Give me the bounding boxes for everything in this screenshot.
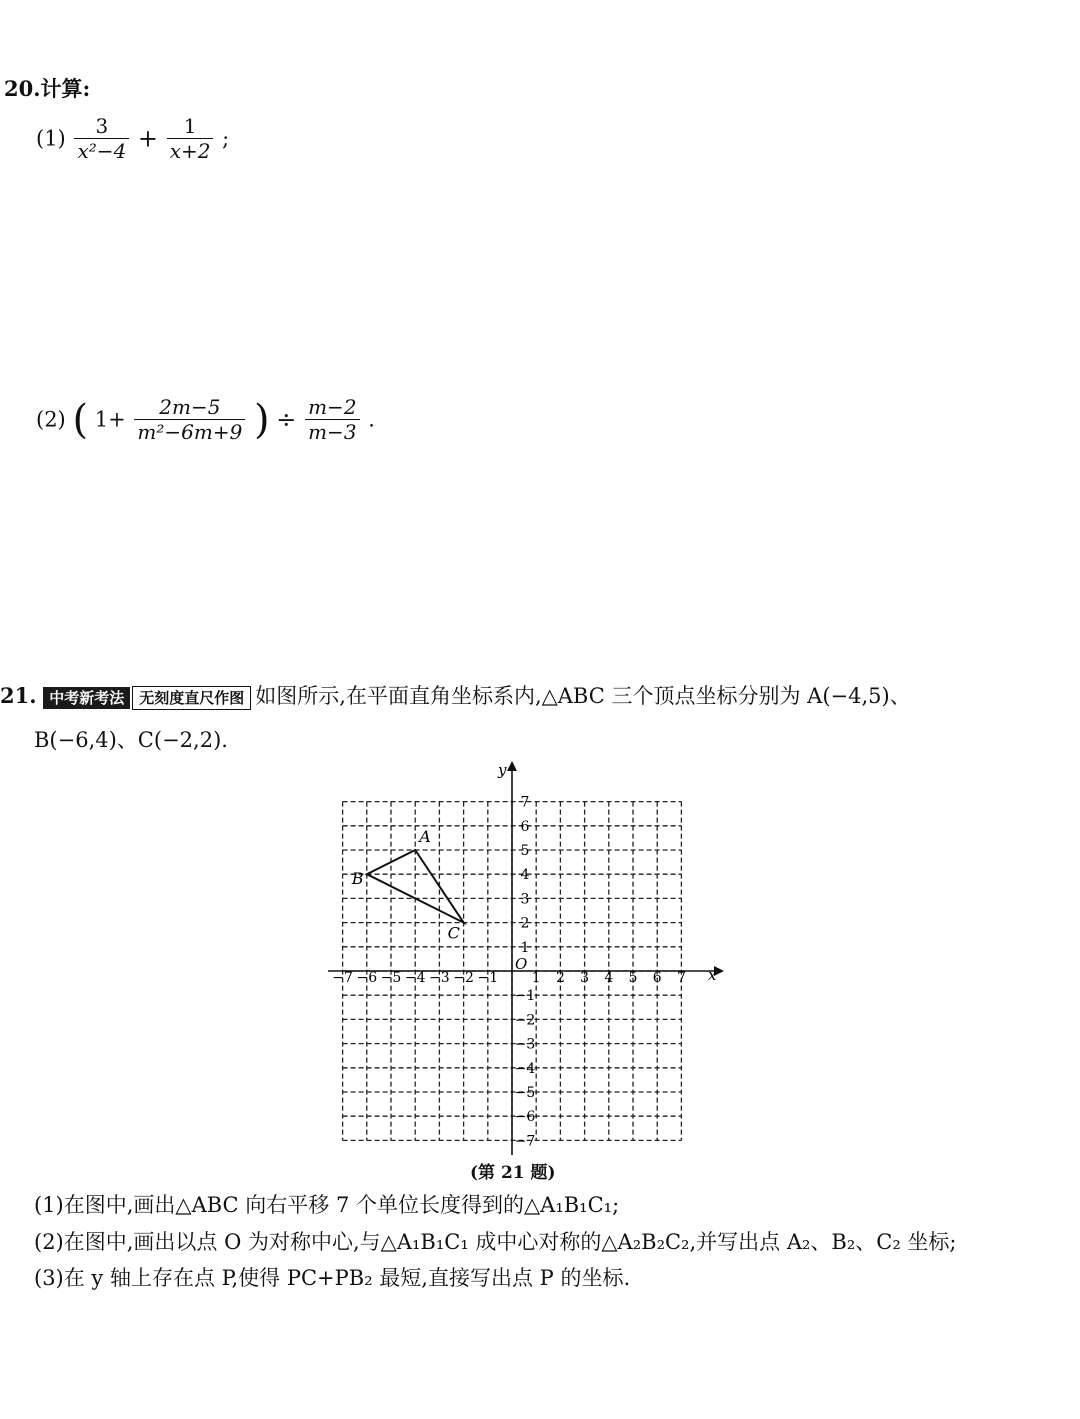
y-tick-label: 1	[520, 939, 530, 956]
q20-number: 20.	[4, 76, 41, 101]
figure-caption: (第 21 题)	[470, 1163, 556, 1183]
y-tick-label: 7	[520, 794, 530, 811]
x-tick-label: −6	[356, 970, 378, 986]
q20-part2	[36, 396, 375, 444]
x-axis-label: x	[708, 966, 717, 984]
ruler-construction-badge: 无刻度直尺作图	[132, 686, 251, 710]
y-tick-label: 6	[520, 818, 530, 835]
y-tick-label: 3	[520, 891, 530, 908]
left-paren: (	[72, 397, 89, 443]
q20-part1-fraction1	[74, 115, 129, 163]
fraction-denominator: m−3	[305, 419, 359, 444]
x-tick-label: 2	[555, 970, 565, 986]
x-tick-label: −5	[380, 970, 402, 986]
x-tick-label: 6	[652, 970, 662, 986]
y-tick-label: −1	[514, 988, 536, 1005]
y-tick-label: 4	[520, 867, 530, 884]
origin-label: O	[515, 955, 528, 973]
vertex-label-b: B	[351, 869, 364, 889]
new-exam-method-badge: 中考新考法	[43, 687, 130, 709]
q21-number: 21.	[0, 683, 37, 708]
q20-part2-fraction2	[305, 396, 359, 444]
fraction-numerator: 1	[183, 114, 197, 138]
x-tick-label: −1	[477, 970, 499, 986]
q20-part2-label: (2)	[36, 407, 66, 432]
one-plus: 1+	[94, 407, 126, 432]
vertex-label-a: A	[419, 827, 431, 846]
y-tick-label: −6	[514, 1109, 536, 1126]
y-tick-label: 2	[520, 915, 530, 932]
y-axis-arrow	[507, 761, 517, 771]
y-axis-label: y	[498, 761, 507, 779]
fraction-denominator: m²−6m+9	[134, 419, 245, 444]
fraction-denominator: x²−4	[74, 138, 129, 163]
x-tick-label: 5	[628, 970, 638, 986]
period: .	[368, 407, 375, 432]
x-tick-label: 7	[676, 970, 686, 986]
x-tick-label: 1	[531, 970, 541, 986]
y-tick-label: −5	[514, 1085, 536, 1101]
q20-title: 计算:	[40, 76, 91, 101]
q21-intro-line1	[0, 683, 911, 710]
vertex-label-c: C	[447, 923, 460, 943]
x-tick-label: −3	[429, 970, 450, 986]
x-tick-label: 4	[604, 970, 614, 986]
triangle-abc	[351, 827, 464, 943]
x-tick-label: −4	[404, 970, 426, 986]
fraction-numerator: 2m−5	[159, 395, 221, 419]
plus-sign: +	[137, 124, 159, 153]
q20-part1	[36, 115, 229, 163]
fraction-numerator: 3	[95, 114, 109, 138]
x-tick-label: −7	[332, 970, 353, 986]
q20-part1-label: (1)	[36, 126, 66, 151]
coordinate-graph	[320, 755, 730, 1165]
x-tick-label: 3	[580, 970, 590, 986]
q21-intro-line2: B(−6,4)、C(−2,2).	[34, 728, 228, 752]
q21-sub1: (1)在图中,画出△ABC 向右平移 7 个单位长度得到的△A₁B₁C₁;	[34, 1193, 620, 1217]
y-tick-label: −2	[514, 1012, 536, 1029]
q20-part2-fraction1	[134, 396, 245, 444]
q21-intro-text1: 如图所示,在平面直角坐标系内,△ABC 三个顶点坐标分别为 A(−4,5)、	[255, 684, 911, 708]
y-tick-label: −7	[514, 1133, 536, 1150]
y-tick-label: −4	[514, 1060, 536, 1077]
fraction-denominator: x+2	[167, 138, 214, 163]
q21-sub3: (3)在 y 轴上存在点 P,使得 PC+PB₂ 最短,直接写出点 P 的坐标.	[34, 1266, 631, 1290]
q20-header	[4, 76, 90, 101]
right-paren: )	[254, 397, 270, 443]
fraction-numerator: m−2	[308, 395, 357, 419]
x-tick-label: −2	[453, 970, 474, 986]
q20-part1-fraction2	[167, 115, 214, 163]
y-tick-label: −3	[514, 1036, 536, 1053]
tick-labels	[332, 795, 686, 1150]
semicolon: ;	[222, 126, 230, 151]
y-tick-label: 5	[520, 843, 530, 859]
divide-sign: ÷	[276, 405, 297, 434]
q21-sub2: (2)在图中,画出以点 O 为对称中心,与△A₁B₁C₁ 成中心对称的△A₂B₂C₂,并写出点 A₂、B₂、C₂ 坐标;	[34, 1230, 957, 1254]
